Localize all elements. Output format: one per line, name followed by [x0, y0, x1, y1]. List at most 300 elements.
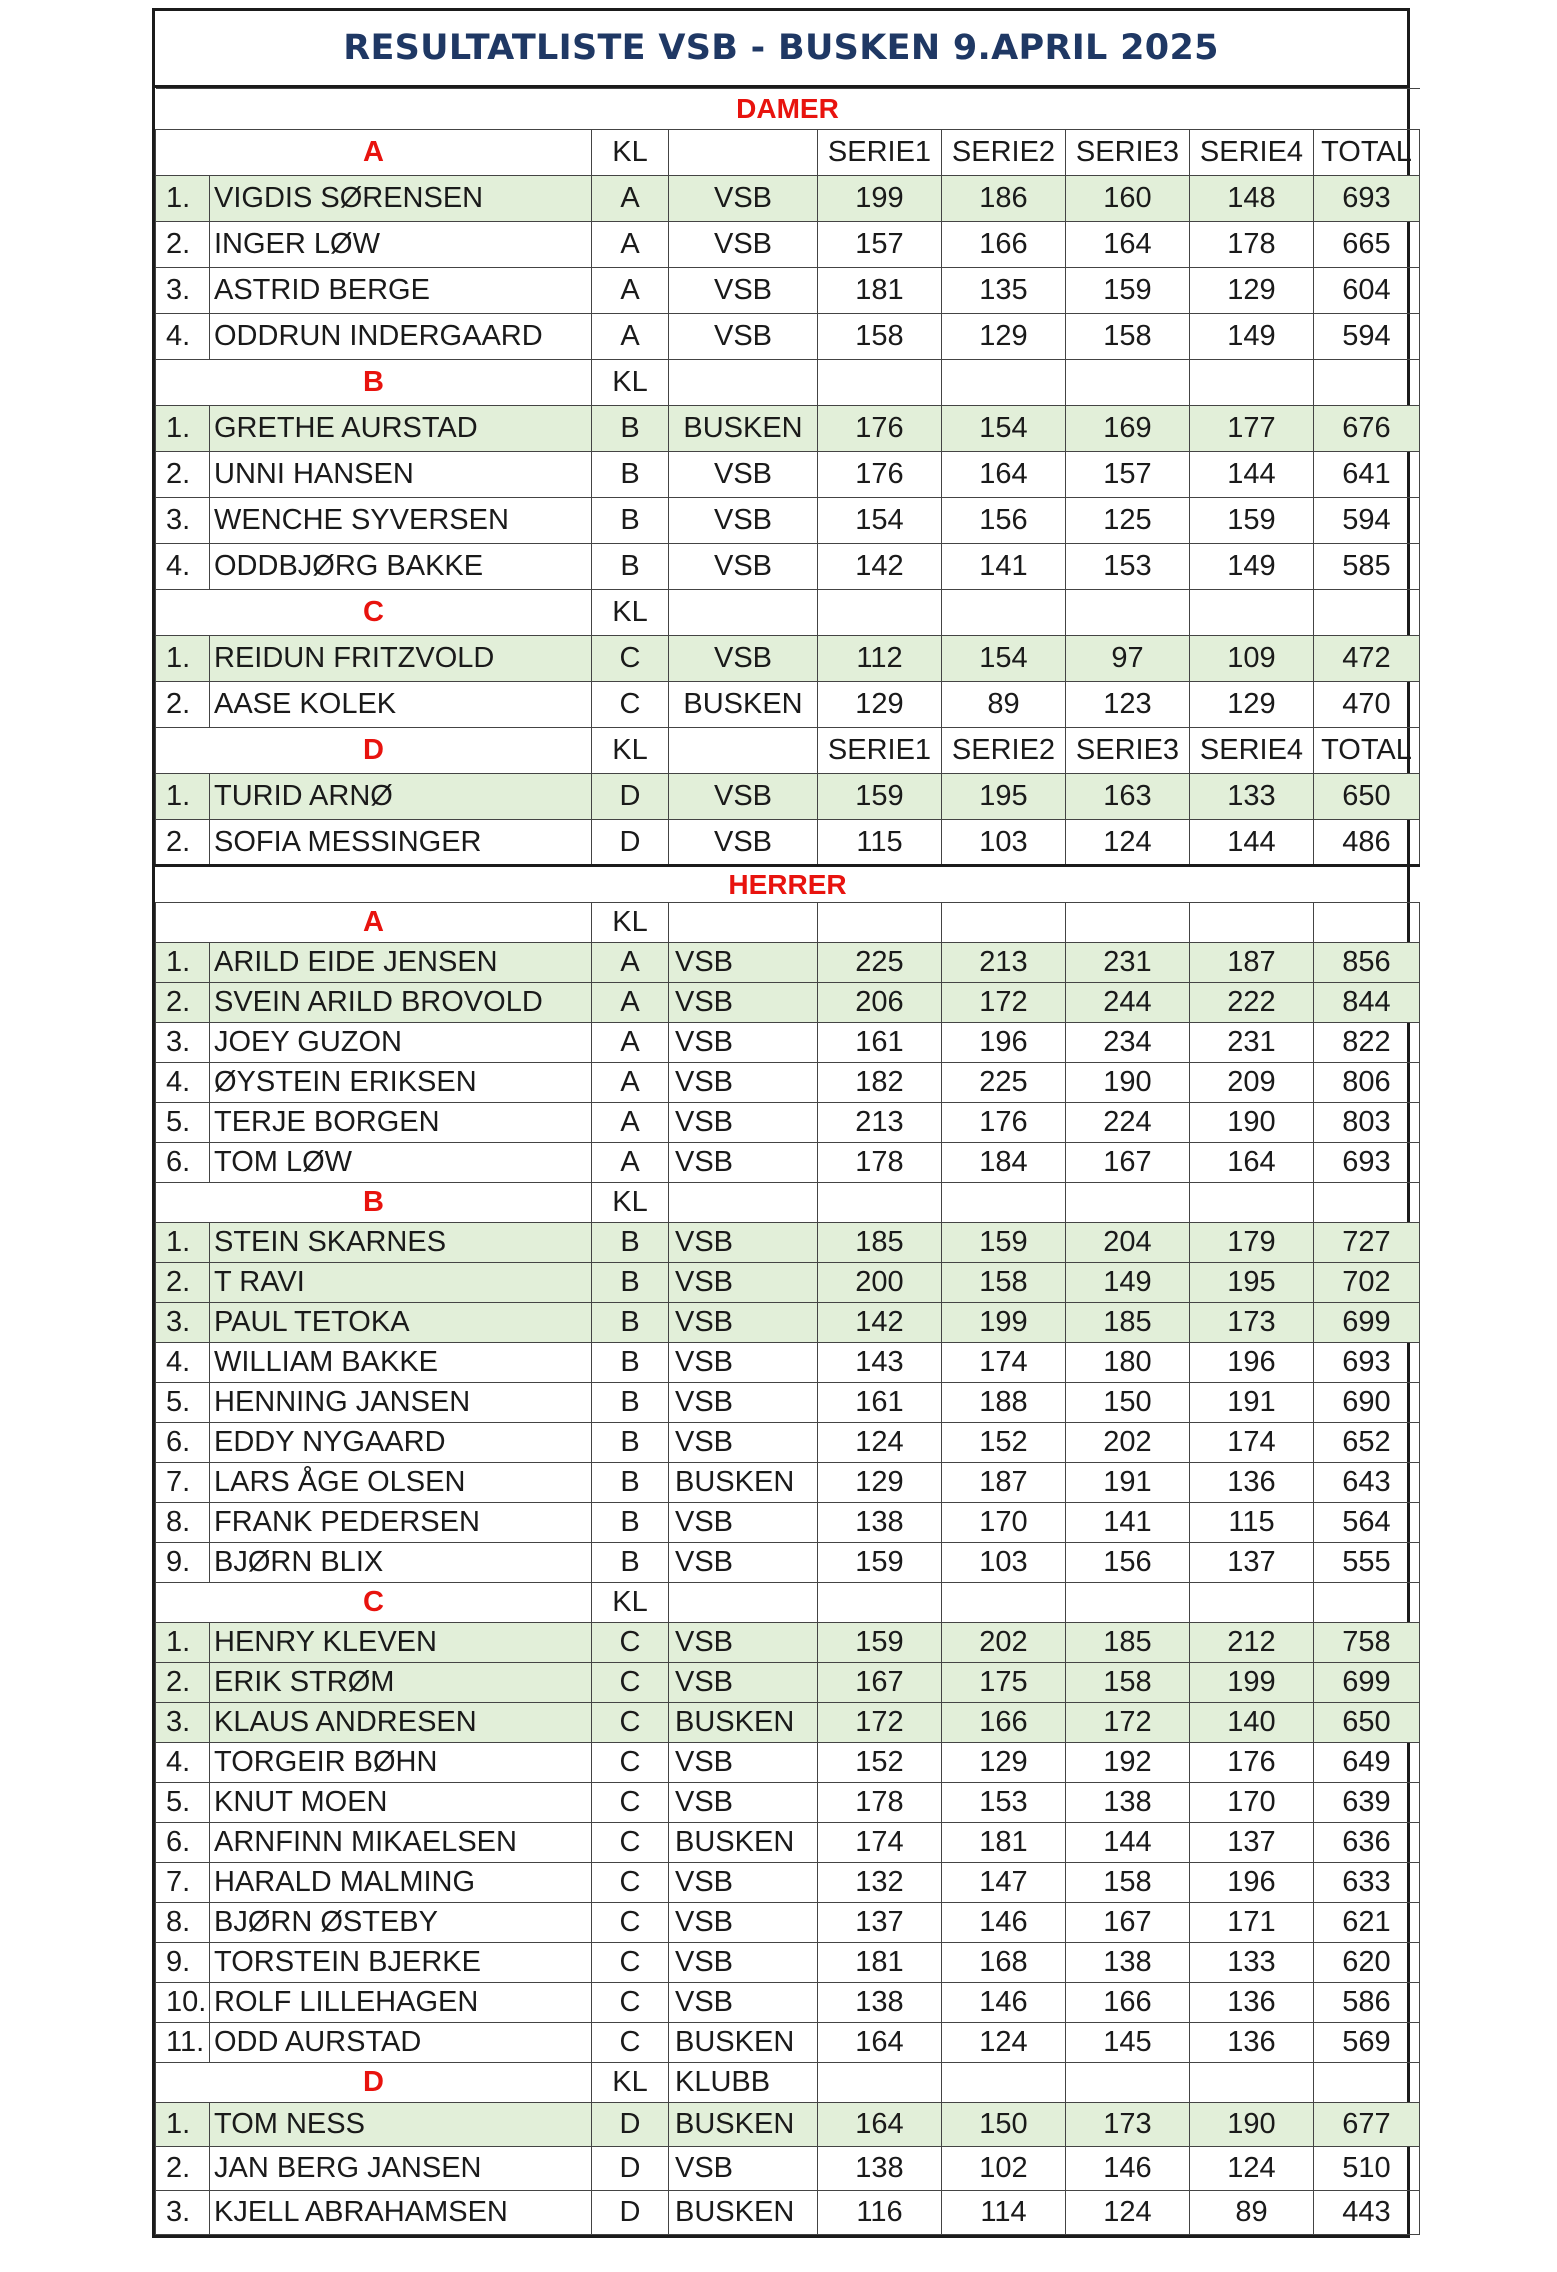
- player-name-cell: ODDBJØRG BAKKE: [210, 544, 592, 590]
- serie2-cell: 156: [942, 498, 1066, 544]
- serie3-cell: 185: [1066, 1623, 1190, 1663]
- rank-cell: 4.: [156, 1063, 210, 1103]
- serie1-cell: 164: [818, 2023, 942, 2063]
- rank-cell: 6.: [156, 1423, 210, 1463]
- serie1-cell: 157: [818, 222, 942, 268]
- table-row: [156, 1023, 1420, 1063]
- club-cell: VSB: [669, 314, 818, 360]
- table-row: [156, 1703, 1420, 1743]
- serie4-cell: 136: [1190, 1463, 1314, 1503]
- class-header-row: [156, 590, 1420, 636]
- class-header-row: [156, 728, 1420, 774]
- serie1-cell: 143: [818, 1343, 942, 1383]
- player-name-cell: REIDUN FRITZVOLD: [210, 636, 592, 682]
- serie4-header: [1190, 360, 1314, 406]
- rank-cell: 1.: [156, 176, 210, 222]
- player-name-cell: ROLF LILLEHAGEN: [210, 1983, 592, 2023]
- serie4-cell: 174: [1190, 1423, 1314, 1463]
- class-header-row: [156, 2063, 1420, 2103]
- serie2-cell: 199: [942, 1303, 1066, 1343]
- club-cell: VSB: [669, 1983, 818, 2023]
- rank-cell: 5.: [156, 1103, 210, 1143]
- club-cell: VSB: [669, 1903, 818, 1943]
- class-cell: C: [592, 1943, 669, 1983]
- rank-cell: 5.: [156, 1783, 210, 1823]
- serie4-cell: 109: [1190, 636, 1314, 682]
- serie3-cell: 158: [1066, 1863, 1190, 1903]
- serie4-cell: 144: [1190, 452, 1314, 498]
- serie1-cell: 161: [818, 1023, 942, 1063]
- serie2-cell: 89: [942, 682, 1066, 728]
- class-header-row: [156, 360, 1420, 406]
- rank-cell: 5.: [156, 1383, 210, 1423]
- rank-cell: 2.: [156, 983, 210, 1023]
- total-cell: 727: [1314, 1223, 1420, 1263]
- serie1-cell: 142: [818, 1303, 942, 1343]
- serie4-cell: 222: [1190, 983, 1314, 1023]
- serie3-header: [1066, 1183, 1190, 1223]
- rank-cell: 11.: [156, 2023, 210, 2063]
- table-row: [156, 1543, 1420, 1583]
- club-cell: VSB: [669, 1543, 818, 1583]
- table-row: [156, 1783, 1420, 1823]
- serie3-cell: 231: [1066, 943, 1190, 983]
- class-label: A: [156, 130, 592, 176]
- serie3-header: [1066, 903, 1190, 943]
- table-row: [156, 1343, 1420, 1383]
- class-label: B: [156, 1183, 592, 1223]
- kl-header: KL: [592, 1583, 669, 1623]
- total-cell: 856: [1314, 943, 1420, 983]
- class-cell: D: [592, 820, 669, 866]
- serie2-cell: 186: [942, 176, 1066, 222]
- club-cell: VSB: [669, 1783, 818, 1823]
- serie1-cell: 172: [818, 1703, 942, 1743]
- total-cell: 594: [1314, 498, 1420, 544]
- serie4-header: [1190, 2063, 1314, 2103]
- serie3-header: [1066, 360, 1190, 406]
- player-name-cell: BJØRN ØSTEBY: [210, 1903, 592, 1943]
- serie3-cell: 224: [1066, 1103, 1190, 1143]
- player-name-cell: PAUL TETOKA: [210, 1303, 592, 1343]
- class-cell: A: [592, 1143, 669, 1183]
- total-cell: 650: [1314, 1703, 1420, 1743]
- serie2-cell: 158: [942, 1263, 1066, 1303]
- rank-cell: 2.: [156, 1263, 210, 1303]
- class-cell: B: [592, 1543, 669, 1583]
- total-cell: 639: [1314, 1783, 1420, 1823]
- player-name-cell: TORGEIR BØHN: [210, 1743, 592, 1783]
- class-cell: B: [592, 1343, 669, 1383]
- player-name-cell: STEIN SKARNES: [210, 1223, 592, 1263]
- class-label: C: [156, 1583, 592, 1623]
- serie3-cell: 158: [1066, 314, 1190, 360]
- player-name-cell: HARALD MALMING: [210, 1863, 592, 1903]
- serie4-cell: 173: [1190, 1303, 1314, 1343]
- serie2-cell: 225: [942, 1063, 1066, 1103]
- total-cell: 702: [1314, 1263, 1420, 1303]
- club-cell: VSB: [669, 2147, 818, 2191]
- serie3-cell: 173: [1066, 2103, 1190, 2147]
- serie1-cell: 181: [818, 268, 942, 314]
- total-cell: 486: [1314, 820, 1420, 866]
- serie4-header: [1190, 590, 1314, 636]
- serie3-header: [1066, 590, 1190, 636]
- total-header: [1314, 590, 1420, 636]
- total-cell: 585: [1314, 544, 1420, 590]
- serie2-cell: 195: [942, 774, 1066, 820]
- serie2-cell: 150: [942, 2103, 1066, 2147]
- serie4-cell: 195: [1190, 1263, 1314, 1303]
- total-cell: 604: [1314, 268, 1420, 314]
- class-label: D: [156, 728, 592, 774]
- serie4-cell: 124: [1190, 2147, 1314, 2191]
- class-cell: A: [592, 943, 669, 983]
- class-cell: A: [592, 176, 669, 222]
- serie1-cell: 152: [818, 1743, 942, 1783]
- club-cell: VSB: [669, 1263, 818, 1303]
- class-cell: C: [592, 636, 669, 682]
- serie2-cell: 188: [942, 1383, 1066, 1423]
- serie3-header: SERIE3: [1066, 728, 1190, 774]
- serie1-cell: 174: [818, 1823, 942, 1863]
- rank-cell: 2.: [156, 452, 210, 498]
- table-row: [156, 1863, 1420, 1903]
- total-cell: 665: [1314, 222, 1420, 268]
- serie4-cell: 191: [1190, 1383, 1314, 1423]
- table-row: [156, 544, 1420, 590]
- class-label: B: [156, 360, 592, 406]
- class-cell: C: [592, 1903, 669, 1943]
- player-name-cell: ASTRID BERGE: [210, 268, 592, 314]
- player-name-cell: ARILD EIDE JENSEN: [210, 943, 592, 983]
- table-row: [156, 983, 1420, 1023]
- player-name-cell: ERIK STRØM: [210, 1663, 592, 1703]
- serie4-cell: 190: [1190, 1103, 1314, 1143]
- serie3-cell: 166: [1066, 1983, 1190, 2023]
- serie4-cell: 129: [1190, 682, 1314, 728]
- serie1-cell: 176: [818, 406, 942, 452]
- serie2-header: [942, 1583, 1066, 1623]
- table-row: [156, 2023, 1420, 2063]
- serie2-cell: 166: [942, 1703, 1066, 1743]
- total-cell: 594: [1314, 314, 1420, 360]
- total-cell: 641: [1314, 452, 1420, 498]
- serie4-cell: 148: [1190, 176, 1314, 222]
- total-cell: 510: [1314, 2147, 1420, 2191]
- total-cell: 555: [1314, 1543, 1420, 1583]
- class-cell: D: [592, 2103, 669, 2147]
- club-header: [669, 130, 818, 176]
- serie3-header: [1066, 2063, 1190, 2103]
- kl-header: KL: [592, 130, 669, 176]
- serie1-header: [818, 2063, 942, 2103]
- table-row: [156, 2103, 1420, 2147]
- total-cell: 693: [1314, 1343, 1420, 1383]
- class-cell: A: [592, 983, 669, 1023]
- total-cell: 652: [1314, 1423, 1420, 1463]
- club-cell: VSB: [669, 1503, 818, 1543]
- serie2-cell: 176: [942, 1103, 1066, 1143]
- table-row: [156, 498, 1420, 544]
- serie3-header: [1066, 1583, 1190, 1623]
- club-cell: VSB: [669, 544, 818, 590]
- serie4-cell: 137: [1190, 1823, 1314, 1863]
- player-name-cell: ØYSTEIN ERIKSEN: [210, 1063, 592, 1103]
- table-row: [156, 1063, 1420, 1103]
- player-name-cell: KNUT MOEN: [210, 1783, 592, 1823]
- serie4-cell: 187: [1190, 943, 1314, 983]
- serie3-cell: 138: [1066, 1943, 1190, 1983]
- club-cell: VSB: [669, 268, 818, 314]
- serie1-cell: 129: [818, 682, 942, 728]
- club-header: [669, 1183, 818, 1223]
- serie2-cell: 129: [942, 1743, 1066, 1783]
- rank-cell: 6.: [156, 1143, 210, 1183]
- total-cell: 676: [1314, 406, 1420, 452]
- class-cell: B: [592, 1383, 669, 1423]
- player-name-cell: EDDY NYGAARD: [210, 1423, 592, 1463]
- total-cell: 470: [1314, 682, 1420, 728]
- table-row: [156, 636, 1420, 682]
- serie3-cell: 145: [1066, 2023, 1190, 2063]
- serie4-cell: 115: [1190, 1503, 1314, 1543]
- club-cell: VSB: [669, 1103, 818, 1143]
- club-cell: BUSKEN: [669, 406, 818, 452]
- club-cell: VSB: [669, 1623, 818, 1663]
- serie4-cell: 136: [1190, 1983, 1314, 2023]
- rank-cell: 2.: [156, 222, 210, 268]
- serie2-header: SERIE2: [942, 130, 1066, 176]
- player-name-cell: KLAUS ANDRESEN: [210, 1703, 592, 1743]
- class-cell: A: [592, 1103, 669, 1143]
- serie3-cell: 180: [1066, 1343, 1190, 1383]
- club-cell: VSB: [669, 1343, 818, 1383]
- serie4-cell: 171: [1190, 1903, 1314, 1943]
- table-row: [156, 176, 1420, 222]
- total-cell: 699: [1314, 1663, 1420, 1703]
- table-row: [156, 1103, 1420, 1143]
- total-cell: 699: [1314, 1303, 1420, 1343]
- table-row: [156, 1143, 1420, 1183]
- rank-cell: 1.: [156, 406, 210, 452]
- serie3-cell: 202: [1066, 1423, 1190, 1463]
- player-name-cell: AASE KOLEK: [210, 682, 592, 728]
- serie4-cell: 133: [1190, 774, 1314, 820]
- rank-cell: 4.: [156, 544, 210, 590]
- serie4-cell: 136: [1190, 2023, 1314, 2063]
- serie1-cell: 225: [818, 943, 942, 983]
- damer-section: [156, 89, 1420, 866]
- serie1-header: SERIE1: [818, 130, 942, 176]
- class-cell: C: [592, 1743, 669, 1783]
- rank-cell: 2.: [156, 1663, 210, 1703]
- rank-cell: 3.: [156, 2191, 210, 2235]
- serie2-header: [942, 590, 1066, 636]
- rank-cell: 4.: [156, 1743, 210, 1783]
- serie4-header: [1190, 1583, 1314, 1623]
- serie2-cell: 184: [942, 1143, 1066, 1183]
- club-cell: VSB: [669, 1063, 818, 1103]
- serie1-cell: 137: [818, 1903, 942, 1943]
- serie3-cell: 244: [1066, 983, 1190, 1023]
- serie1-cell: 158: [818, 314, 942, 360]
- serie2-cell: 153: [942, 1783, 1066, 1823]
- club-cell: VSB: [669, 452, 818, 498]
- player-name-cell: ARNFINN MIKAELSEN: [210, 1823, 592, 1863]
- serie1-cell: 154: [818, 498, 942, 544]
- class-cell: C: [592, 682, 669, 728]
- serie4-cell: 149: [1190, 544, 1314, 590]
- player-name-cell: HENNING JANSEN: [210, 1383, 592, 1423]
- serie4-header: SERIE4: [1190, 728, 1314, 774]
- serie1-cell: 142: [818, 544, 942, 590]
- player-name-cell: JAN BERG JANSEN: [210, 2147, 592, 2191]
- table-row: [156, 1423, 1420, 1463]
- player-name-cell: BJØRN BLIX: [210, 1543, 592, 1583]
- club-cell: VSB: [669, 1423, 818, 1463]
- club-cell: VSB: [669, 1863, 818, 1903]
- club-cell: BUSKEN: [669, 1463, 818, 1503]
- table-row: [156, 682, 1420, 728]
- serie1-cell: 159: [818, 774, 942, 820]
- player-name-cell: WENCHE SYVERSEN: [210, 498, 592, 544]
- player-name-cell: T RAVI: [210, 1263, 592, 1303]
- serie4-cell: 149: [1190, 314, 1314, 360]
- total-cell: 636: [1314, 1823, 1420, 1863]
- kl-header: KL: [592, 728, 669, 774]
- serie3-cell: 169: [1066, 406, 1190, 452]
- class-cell: C: [592, 1863, 669, 1903]
- class-cell: B: [592, 1503, 669, 1543]
- class-cell: C: [592, 1983, 669, 2023]
- total-cell: 569: [1314, 2023, 1420, 2063]
- class-cell: C: [592, 1783, 669, 1823]
- club-cell: VSB: [669, 176, 818, 222]
- serie1-cell: 124: [818, 1423, 942, 1463]
- serie1-header: [818, 903, 942, 943]
- serie3-cell: 125: [1066, 498, 1190, 544]
- serie1-cell: 159: [818, 1543, 942, 1583]
- player-name-cell: ODD AURSTAD: [210, 2023, 592, 2063]
- total-header: [1314, 1183, 1420, 1223]
- serie3-header: SERIE3: [1066, 130, 1190, 176]
- serie1-cell: 161: [818, 1383, 942, 1423]
- table-row: [156, 268, 1420, 314]
- total-cell: 564: [1314, 1503, 1420, 1543]
- table-row: [156, 820, 1420, 866]
- club-cell: VSB: [669, 222, 818, 268]
- total-header: [1314, 1583, 1420, 1623]
- serie2-cell: 152: [942, 1423, 1066, 1463]
- table-row: [156, 2191, 1420, 2235]
- serie3-cell: 124: [1066, 2191, 1190, 2235]
- total-cell: 633: [1314, 1863, 1420, 1903]
- serie4-cell: 133: [1190, 1943, 1314, 1983]
- page-title: RESULTATLISTE VSB - BUSKEN 9.APRIL 2025: [155, 11, 1407, 88]
- serie2-cell: 164: [942, 452, 1066, 498]
- serie4-header: SERIE4: [1190, 130, 1314, 176]
- results-table: [155, 88, 1420, 2235]
- serie2-cell: 124: [942, 2023, 1066, 2063]
- serie2-cell: 174: [942, 1343, 1066, 1383]
- serie2-cell: 103: [942, 820, 1066, 866]
- class-cell: B: [592, 1263, 669, 1303]
- club-cell: VSB: [669, 1663, 818, 1703]
- serie2-cell: 154: [942, 636, 1066, 682]
- serie2-cell: 146: [942, 1983, 1066, 2023]
- serie1-cell: 132: [818, 1863, 942, 1903]
- serie3-cell: 158: [1066, 1663, 1190, 1703]
- class-cell: C: [592, 1623, 669, 1663]
- table-row: [156, 1223, 1420, 1263]
- serie4-cell: 190: [1190, 2103, 1314, 2147]
- serie2-cell: 213: [942, 943, 1066, 983]
- serie4-header: [1190, 1183, 1314, 1223]
- rank-cell: 3.: [156, 498, 210, 544]
- class-cell: C: [592, 1663, 669, 1703]
- serie1-cell: 159: [818, 1623, 942, 1663]
- table-row: [156, 452, 1420, 498]
- result-sheet: [152, 8, 1410, 2238]
- serie3-cell: 167: [1066, 1143, 1190, 1183]
- total-cell: 693: [1314, 176, 1420, 222]
- club-cell: BUSKEN: [669, 2023, 818, 2063]
- herrer-section: [156, 866, 1420, 2235]
- serie1-cell: 116: [818, 2191, 942, 2235]
- serie1-cell: 138: [818, 1503, 942, 1543]
- class-cell: A: [592, 222, 669, 268]
- total-cell: 803: [1314, 1103, 1420, 1143]
- club-cell: VSB: [669, 636, 818, 682]
- rank-cell: 3.: [156, 268, 210, 314]
- table-row: [156, 222, 1420, 268]
- table-row: [156, 2147, 1420, 2191]
- serie4-cell: 209: [1190, 1063, 1314, 1103]
- serie4-cell: 129: [1190, 268, 1314, 314]
- total-cell: 806: [1314, 1063, 1420, 1103]
- rank-cell: 4.: [156, 1343, 210, 1383]
- serie3-cell: 144: [1066, 1823, 1190, 1863]
- serie3-cell: 234: [1066, 1023, 1190, 1063]
- player-name-cell: FRANK PEDERSEN: [210, 1503, 592, 1543]
- kl-header: KL: [592, 1183, 669, 1223]
- serie3-cell: 146: [1066, 2147, 1190, 2191]
- serie1-cell: 185: [818, 1223, 942, 1263]
- table-row: [156, 1743, 1420, 1783]
- rank-cell: 9.: [156, 1543, 210, 1583]
- club-cell: BUSKEN: [669, 682, 818, 728]
- rank-cell: 3.: [156, 1703, 210, 1743]
- club-header: KLUBB: [669, 2063, 818, 2103]
- club-cell: VSB: [669, 1223, 818, 1263]
- serie1-cell: 138: [818, 1983, 942, 2023]
- class-header-row: [156, 1183, 1420, 1223]
- class-cell: B: [592, 452, 669, 498]
- player-name-cell: TOM NESS: [210, 2103, 592, 2147]
- class-cell: B: [592, 1303, 669, 1343]
- player-name-cell: ODDRUN INDERGAARD: [210, 314, 592, 360]
- herrer-section-header: [156, 866, 1420, 903]
- serie1-header: [818, 360, 942, 406]
- serie2-cell: 159: [942, 1223, 1066, 1263]
- player-name-cell: SOFIA MESSINGER: [210, 820, 592, 866]
- serie3-cell: 97: [1066, 636, 1190, 682]
- club-cell: VSB: [669, 498, 818, 544]
- serie4-cell: 179: [1190, 1223, 1314, 1263]
- serie1-header: [818, 590, 942, 636]
- club-cell: VSB: [669, 820, 818, 866]
